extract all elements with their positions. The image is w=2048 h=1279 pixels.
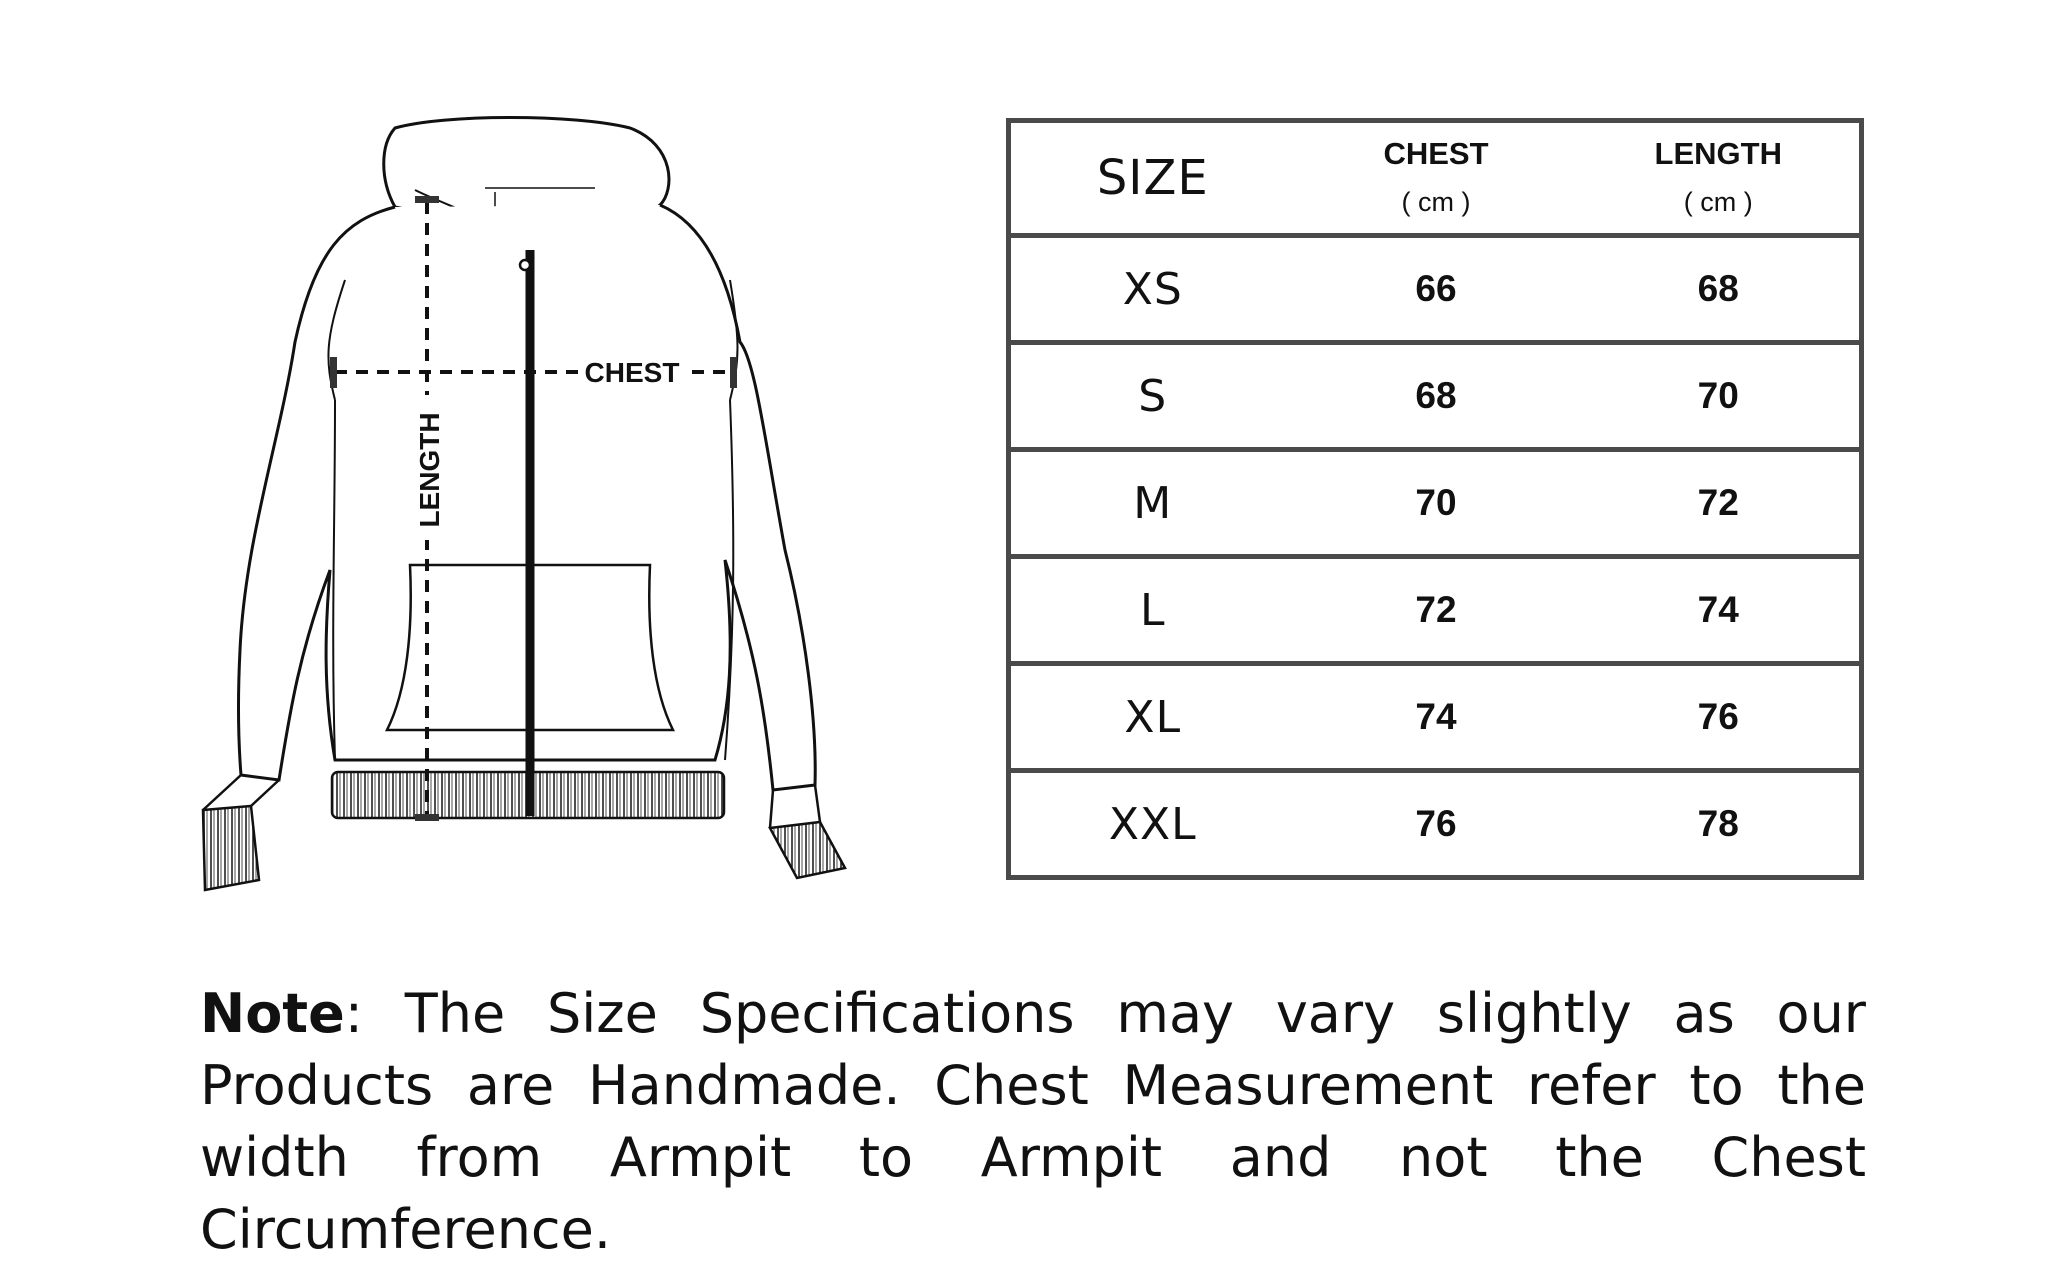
length-cell: 72 [1578,450,1862,557]
size-cell: S [1009,343,1295,450]
length-cell: 78 [1578,771,1862,878]
chest-cell: 68 [1295,343,1578,450]
chest-cell: 74 [1295,664,1578,771]
note-label: Note [200,982,345,1045]
size-column-header: SIZE [1096,150,1209,206]
length-cell: 68 [1578,236,1862,343]
size-cell: L [1009,557,1295,664]
chest-header-label: CHEST [1383,136,1489,171]
chest-cell: 76 [1295,771,1578,878]
note-text: : The Size Specifications may vary slightly as our Products are Handmade. Chest Measurement refer to the width from Armpit to Armpit and not the Chest Circumference. [200,982,1866,1261]
length-header-label: LENGTH [1654,136,1782,171]
length-cell: 74 [1578,557,1862,664]
size-cell: M [1009,450,1295,557]
right-cuff [770,822,845,878]
table-row [1009,236,1862,343]
chest-label: CHEST [584,357,680,388]
chest-header-unit: ( cm ) [1401,187,1471,217]
table-row [1009,343,1862,450]
length-column-header [1578,121,1862,236]
table-row [1009,450,1862,557]
size-note [200,978,1866,1266]
size-chart-table [1006,118,1864,880]
size-cell: XXL [1009,771,1295,878]
table-row [1009,664,1862,771]
hoodie-diagram [195,110,895,895]
length-label: LENGTH [414,412,445,528]
table-header-row [1009,121,1862,236]
table-row [1009,771,1862,878]
chest-column-header [1295,121,1578,236]
zipper-pull [520,260,530,270]
left-cuff [203,806,259,890]
size-cell: XS [1009,236,1295,343]
chest-cell: 70 [1295,450,1578,557]
length-cell: 76 [1578,664,1862,771]
length-cell: 70 [1578,343,1862,450]
length-header-unit: ( cm ) [1683,187,1753,217]
table-row [1009,557,1862,664]
chest-cell: 72 [1295,557,1578,664]
chest-cell: 66 [1295,236,1578,343]
size-cell: XL [1009,664,1295,771]
